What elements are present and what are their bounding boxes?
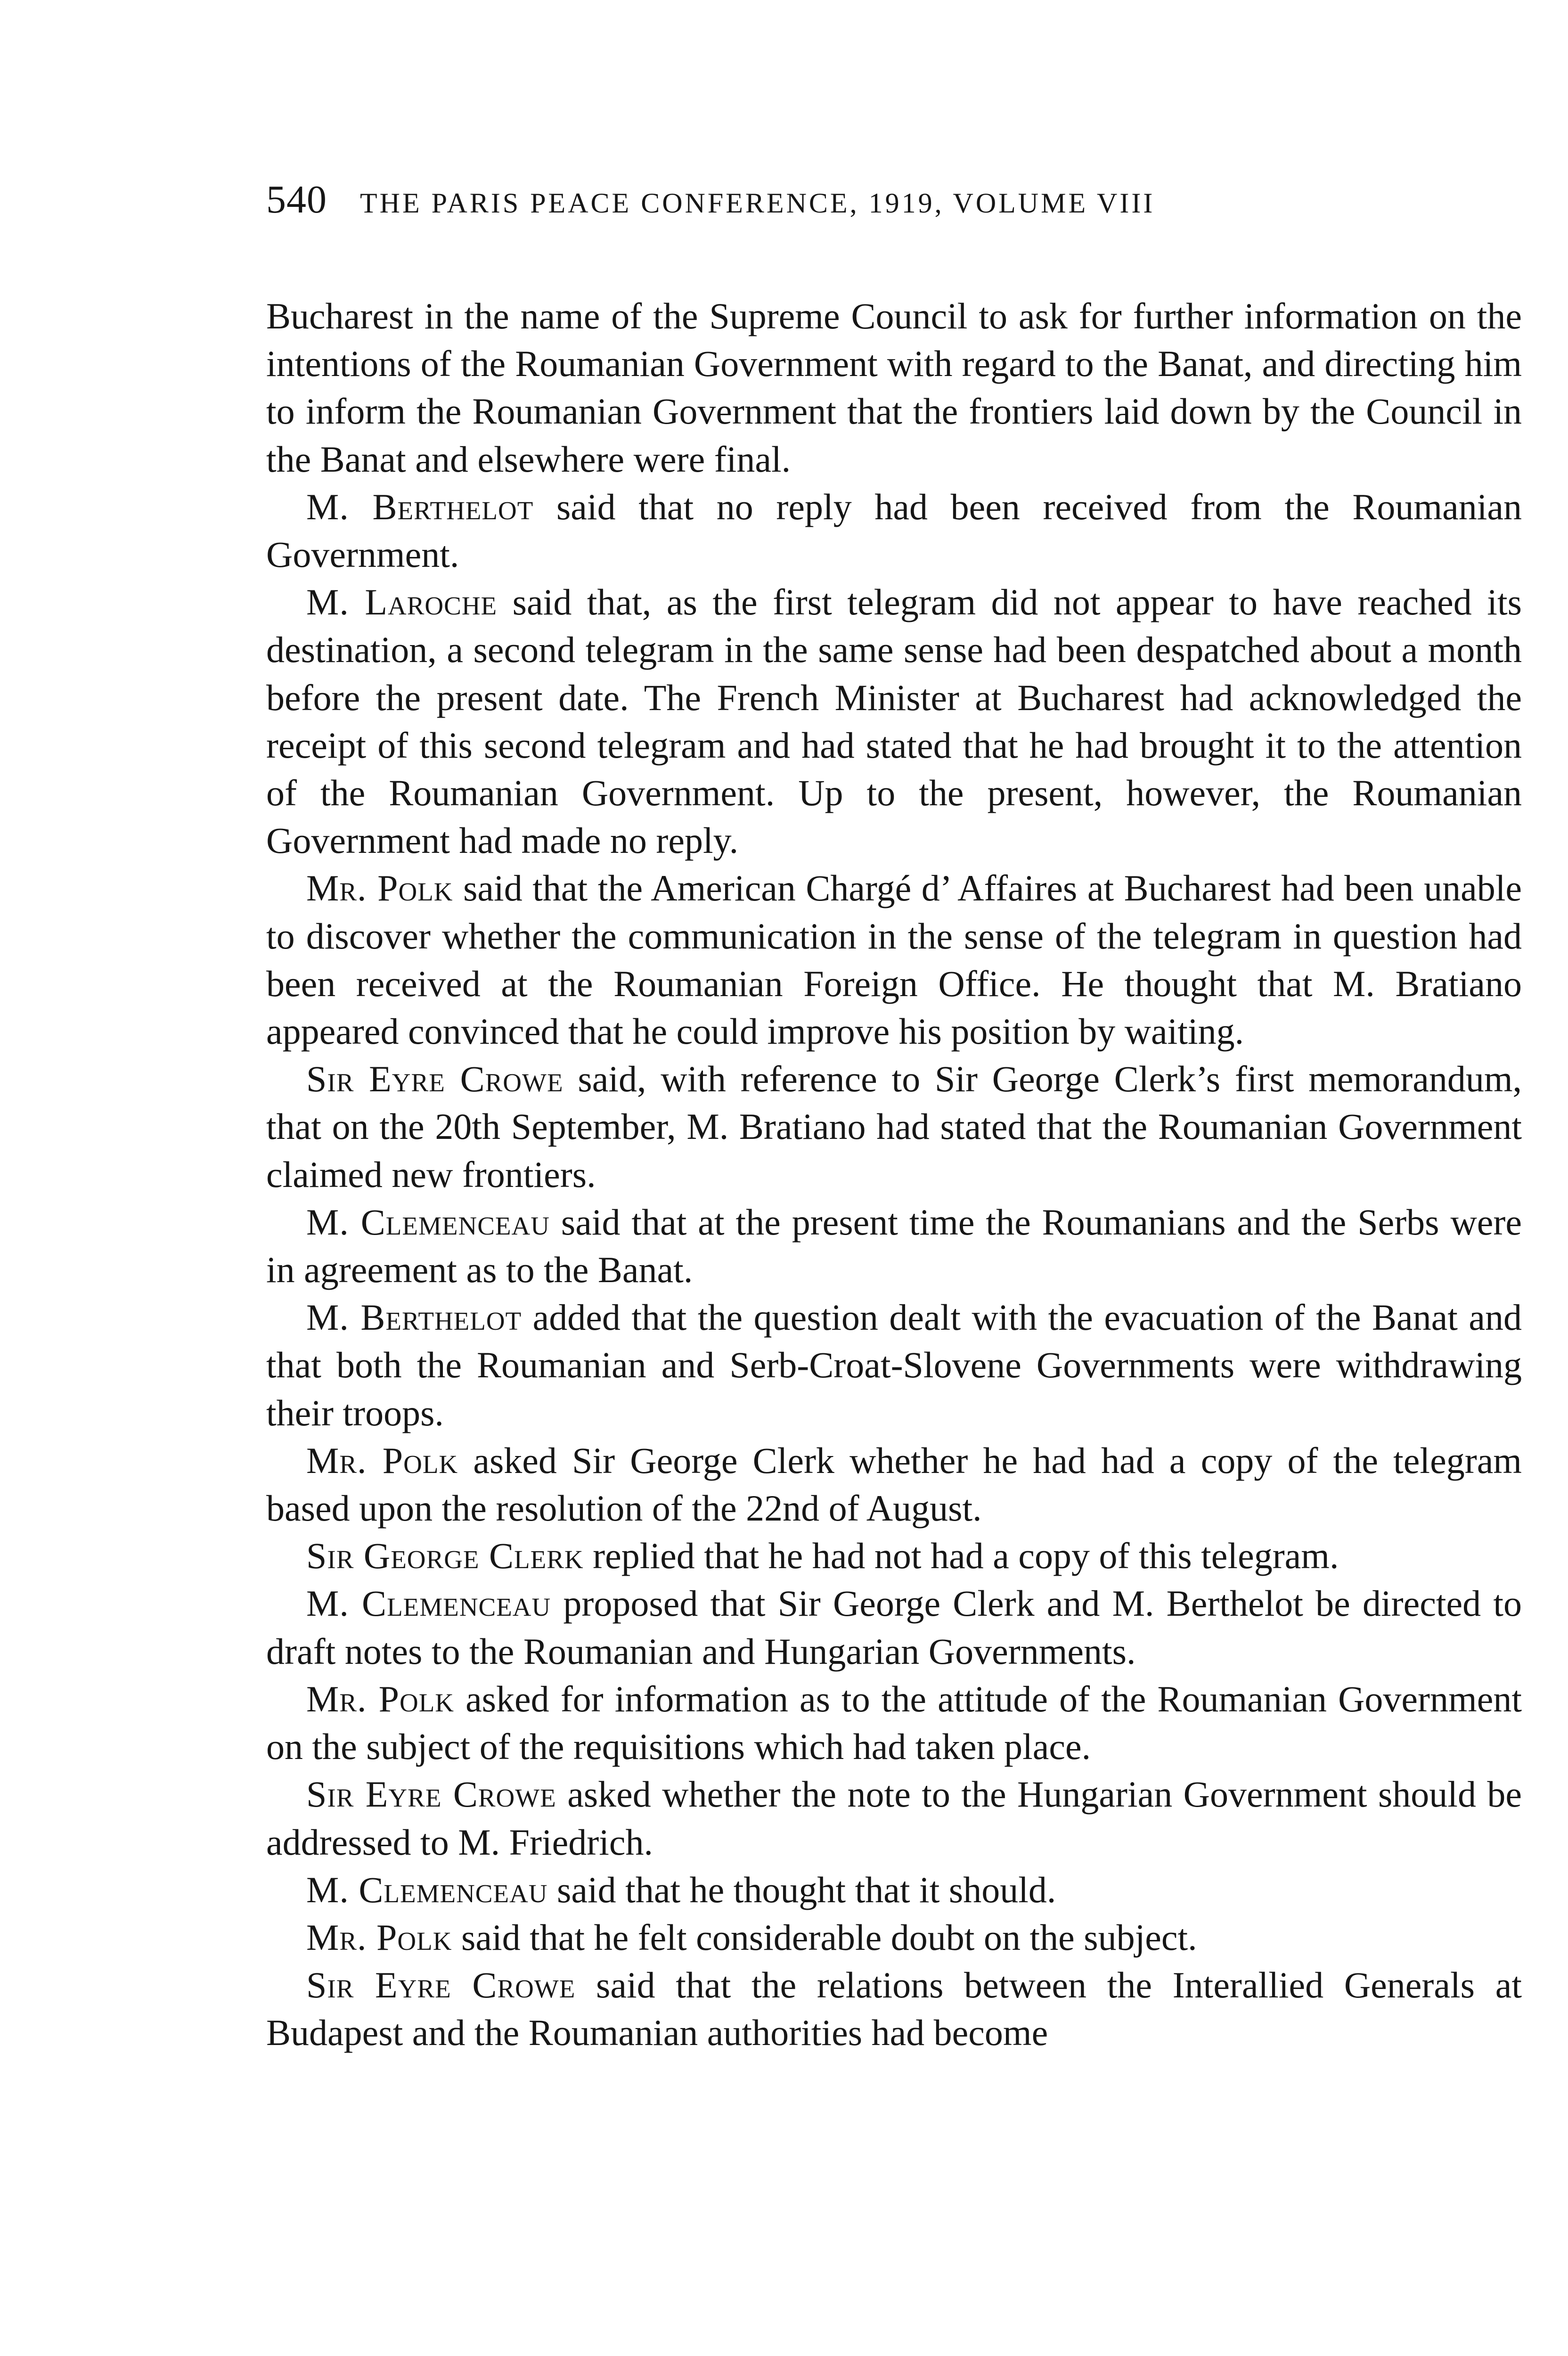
paragraph-text: said that the relations between the Interallied Generals at Budapest and the Roumanian authorities had become [266,1964,1522,2053]
speaker-name: M. Berthelot [306,1297,522,1338]
paragraph-text: asked for information as to the attitude of the Roumanian Government on the subject of the requisitions which had taken place. [266,1678,1522,1767]
speaker-name: Mr. Polk [306,1916,452,1958]
paragraph [266,1961,1522,2056]
speaker-name: Mr. Polk [306,1440,458,1481]
running-title: THE PARIS PEACE CONFERENCE, 1919, VOLUME VIII [360,188,1155,219]
page-number: 540 [266,178,327,221]
paragraph [266,1914,1522,1961]
paragraph-text: said that he thought that it should. [547,1869,1056,1910]
speaker-name: M. Laroche [306,581,498,623]
paragraph-text: added that the question dealt with the evacuation of the Banat and that both the Roumanian and Serb-Croat-Slovene Governments were withdrawing their troops. [266,1297,1522,1433]
paragraph-text: said that the American Chargé d’ Affaires at Bucharest had been unable to discover whether the communication in the sense of the telegram in question had been received at the Roumanian Foreign Office. He thought that M. Bratiano appeared convinced that he could improve his position by waiting. [266,867,1522,1052]
paragraph [266,864,1522,1055]
paragraph [266,1437,1522,1532]
document-page [266,177,1522,2057]
paragraph [266,1866,1522,1914]
speaker-name: M. Clemenceau [306,1869,548,1910]
paragraph [266,578,1522,864]
paragraph [266,1055,1522,1198]
paragraph-text: Bucharest in the name of the Supreme Council to ask for further information on the intentions of the Roumanian Government with regard to the Banat, and directing him to inform the Roumanian Government that the frontiers laid down by the Council in the Banat and elsewhere were final. [266,295,1522,480]
paragraph-text: asked whether the note to the Hungarian Government should be addressed to M. Friedrich. [266,1774,1522,1863]
document-body [266,292,1522,2057]
speaker-name: Sir Eyre Crowe [306,1774,556,1815]
speaker-name: M. Berthelot [306,486,534,527]
paragraph [266,1532,1522,1579]
paragraph-text: said that he felt considerable doubt on the subject. [452,1916,1197,1958]
paragraph-text: said that at the present time the Roumanians and the Serbs were in agreement as to the Banat. [266,1201,1522,1291]
paragraph-text: asked Sir George Clerk whether he had had a copy of the telegram based upon the resolution of the 22nd of August. [266,1440,1522,1529]
speaker-name: Mr. Polk [306,867,453,909]
speaker-name: M. Clemenceau [306,1583,551,1624]
paragraph [266,1579,1522,1675]
paragraph-text: said, with reference to Sir George Clerk’s first memorandum, that on the 20th September, M. Bratiano had stated that the Roumanian Government claimed new frontiers. [266,1058,1522,1195]
speaker-name: Mr. Polk [306,1678,455,1719]
speaker-name: Sir Eyre Crowe [306,1058,564,1100]
paragraph [266,1675,1522,1770]
paragraph-text: said that, as the first telegram did not appear to have reached its destination, a second telegram in the same sense had been despatched about a month before the present date. The French Minister at Bucharest had acknowledged the receipt of this second telegram and had stated that he had brought it to the attention of the Roumanian Government. Up to the present, however, the Roumanian Government had made no reply. [266,581,1522,861]
running-head [266,177,1522,247]
paragraph-text: proposed that Sir George Clerk and M. Berthelot be directed to draft notes to the Roumanian and Hungarian Governments. [266,1583,1522,1672]
paragraph [266,1198,1522,1293]
paragraph [266,1293,1522,1437]
paragraph-continued [266,292,1522,483]
paragraph-text: replied that he had not had a copy of this telegram. [583,1535,1339,1577]
speaker-name: Sir George Clerk [306,1535,584,1577]
speaker-name: Sir Eyre Crowe [306,1964,576,2006]
paragraph [266,483,1522,578]
speaker-name: M. Clemenceau [306,1201,550,1243]
paragraph [266,1770,1522,1865]
paragraph-text: said that no reply had been received from the Roumanian Government. [266,486,1522,575]
